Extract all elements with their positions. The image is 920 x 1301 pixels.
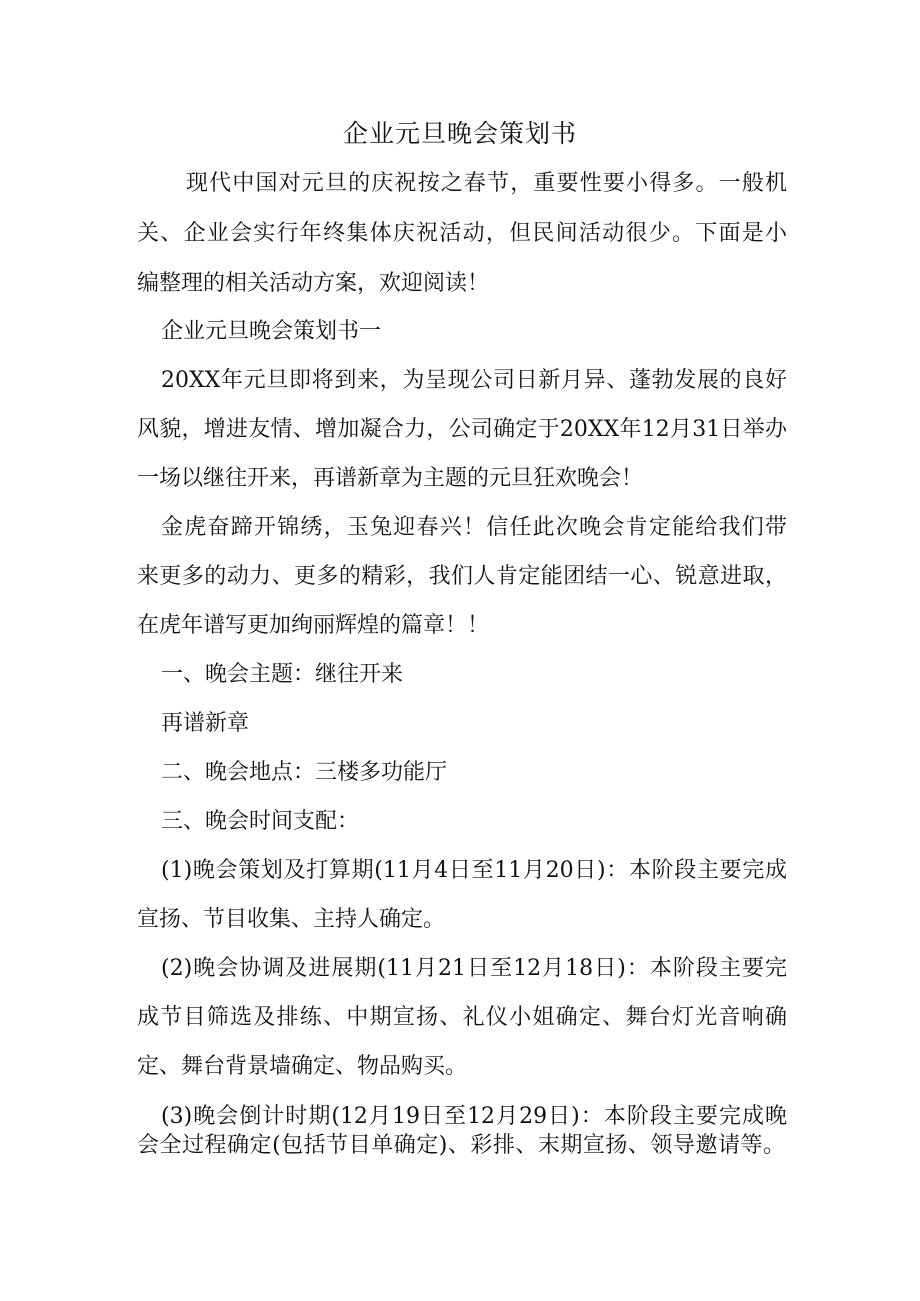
paragraph-1-line-2: 风貌，增进友情、增加凝合力，公司确定于20XX年12月31日举办 <box>137 417 787 442</box>
document-title: 企业元旦晚会策划书 <box>342 119 577 148</box>
intro-line-2: 关、企业会实行年终集体庆祝活动，但民间活动很少。下面是小 <box>137 221 787 246</box>
schedule-item-1-line-1: (1)晚会策划及打算期(11月4日至11月20日)：本阶段主要完成 <box>161 858 787 883</box>
venue-line: 二、晚会地点：三楼多功能厅 <box>161 760 448 785</box>
schedule-heading: 三、晚会时间支配： <box>161 809 360 834</box>
schedule-item-1-line-2: 宣扬、节目收集、主持人确定。 <box>137 907 446 932</box>
theme-continued-line: 再谱新章 <box>161 711 250 736</box>
paragraph-2-line-2: 来更多的动力、更多的精彩，我们人肯定能团结一心、锐意进取， <box>137 564 787 589</box>
schedule-item-3-line-2: 会全过程确定(包括节目单确定)、彩排、末期宣扬、领导邀请等。 <box>137 1133 785 1158</box>
paragraph-2-line-3: 在虎年谱写更加绚丽辉煌的篇章！！ <box>137 613 490 638</box>
paragraph-2-line-1: 金虎奋蹄开锦绣，玉兔迎春兴！信任此次晚会肯定能给我们带 <box>161 515 787 540</box>
schedule-item-2-line-2: 成节目筛选及排练、中期宣扬、礼仪小姐确定、舞台灯光音响确 <box>137 1005 787 1030</box>
schedule-item-2-line-1: (2)晚会协调及进展期(11月21日至12月18日)：本阶段主要完 <box>161 956 787 981</box>
paragraph-1-line-3: 一场以继往开来，再谱新章为主题的元旦狂欢晚会！ <box>137 466 644 491</box>
schedule-item-2-line-3: 定、舞台背景墙确定、物品购买。 <box>137 1054 468 1079</box>
theme-line: 一、晚会主题：继往开来 <box>161 662 404 687</box>
intro-line-1: 现代中国对元旦的庆祝按之春节，重要性要小得多。一般机 <box>186 171 787 196</box>
paragraph-1-line-1: 20XX年元旦即将到来，为呈现公司日新月异、蓬勃发展的良好 <box>161 368 787 393</box>
section-heading: 企业元旦晚会策划书一 <box>161 319 382 344</box>
schedule-item-3-line-1: (3)晚会倒计时期(12月19日至12月29日)：本阶段主要完成晚 <box>161 1104 787 1129</box>
intro-line-3: 编整理的相关活动方案，欢迎阅读！ <box>137 271 490 296</box>
